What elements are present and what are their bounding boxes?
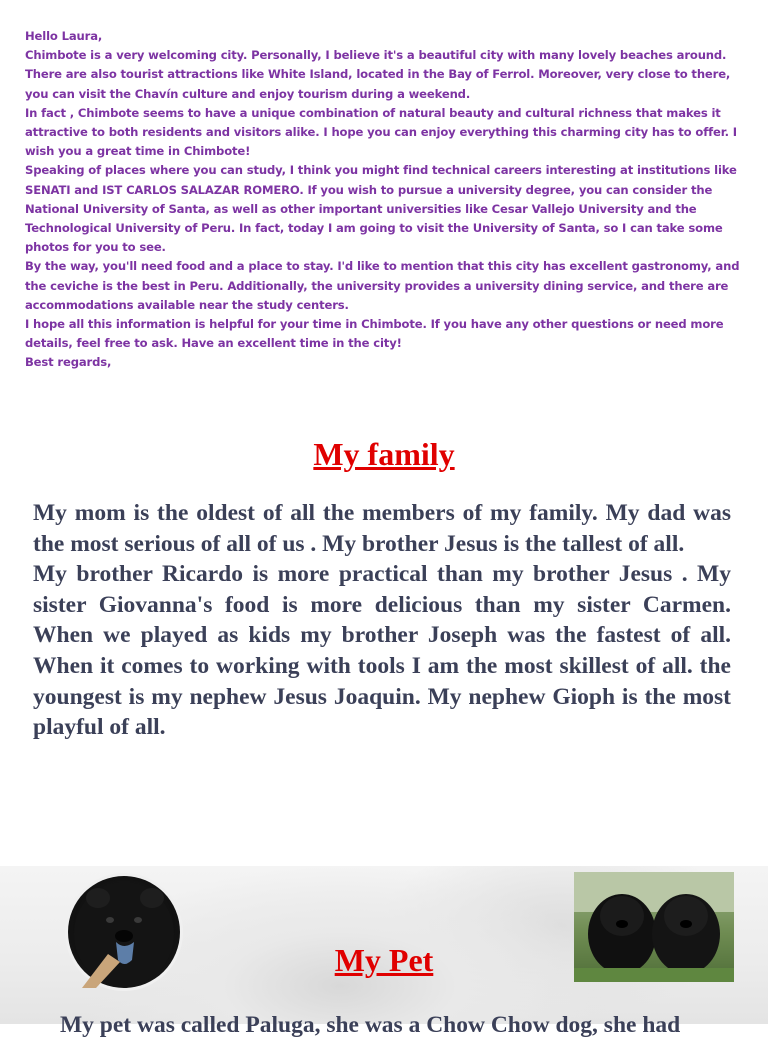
family-text [33,498,731,743]
letter-paragraph: I hope all this information is helpful for your time in Chimbote. If you have any other questions or need more details, feel free to ask. Have an excellent time in the city! [25,317,724,351]
family-heading: My family [313,436,455,472]
letter [25,27,755,373]
letter-paragraph: Chimbote is a very welcoming city. Personally, I believe it's a beautiful city with many lovely beaches around. There are also tourist attractions like White Island, located in the Bay of Ferrol. Moreover, very close to there, you can visit the Chavín culture and enjoy tourism during a weekend. [25,48,731,101]
letter-paragraph: In fact , Chimbote seems to have a unique combination of natural beauty and cultural richness that makes it attractive to both residents and visitors alike. I hope you can enjoy everything this charming city has to offer. I wish you a great time in Chimbote! [25,105,737,159]
family-paragraph: My mom is the oldest of all the members of my family. My dad was the most serious of all of us . My brother Jesus is the tallest of all. [33,500,731,557]
letter-greeting: Hello Laura, [25,29,103,43]
letter-paragraph: By the way, you'll need food and a place to stay. I'd like to mention that this city has excellent gastronomy, and the ceviche is the best in Peru. Additionally, the university provides a university dining service, and there are accommodations available near the study centers. [25,259,740,312]
letter-signoff: Best regards, [25,355,112,370]
pet-section [0,866,768,1038]
pet-paragraph: My pet was called Paluga, she was a Chow Chow dog, she had [60,1012,681,1038]
letter-paragraph: Speaking of places where you can study, I think you might find technical careers interesting at institutions like SENATI and IST CARLOS SALAZAR ROMERO. If you wish to pursue a university degree, you can consider the National University of Santa, as well as other important universities like Cesar Vallejo University and the Technological University of Peru. In fact, today I am going to visit the University of Santa, so I can take some photos for you to see. [25,163,737,255]
family-paragraph: My brother Ricardo is more practical than my brother Jesus . My sister Giovanna's food is more delicious than my sister Carmen. When we played as kids my brother Joseph was the fastest of all. When it comes to working with tools I am the most skillest of all. the youngest is my nephew Jesus Joaquin. My nephew Gioph is the most playful of all. [33,561,731,741]
pet-heading: My Pet [334,942,434,978]
